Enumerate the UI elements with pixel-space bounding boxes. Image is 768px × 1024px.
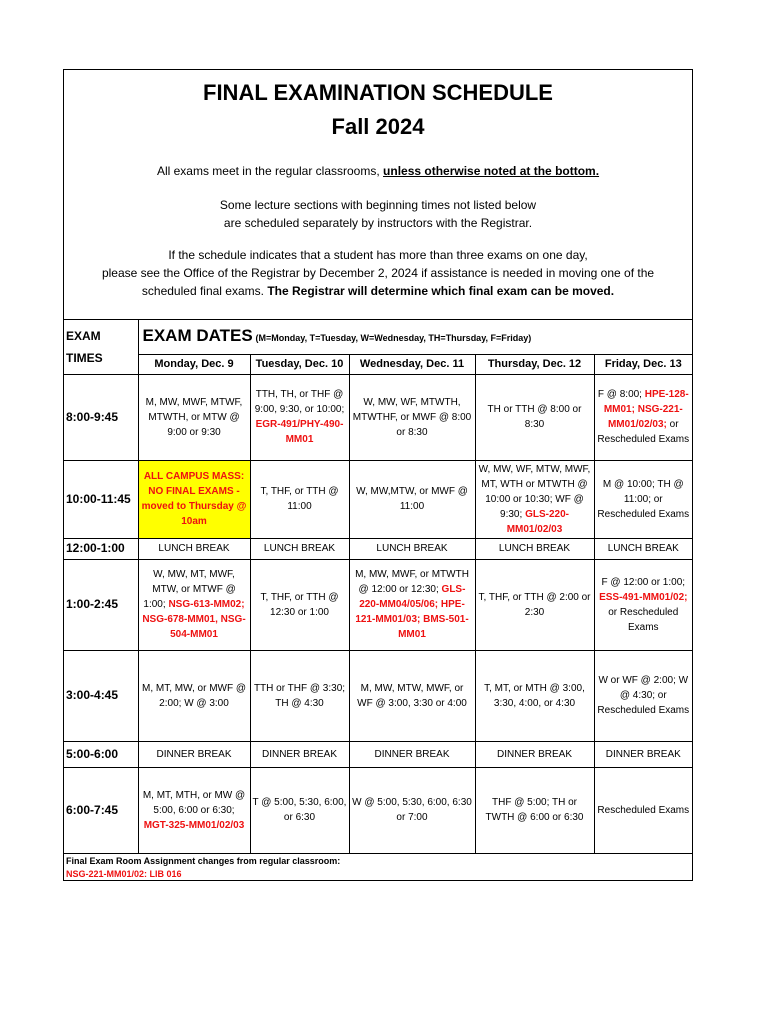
intro-line-1 xyxy=(64,162,692,180)
exam-cell: M, MW, MWF, MTWF, MTWTH, or MTW @ 9:00 or 9:30 xyxy=(138,374,250,460)
exam-cell-text: F @ 12:00 or 1:00; xyxy=(601,576,686,588)
page-subtitle: Fall 2024 xyxy=(331,114,425,139)
exam-dates-title: EXAM DATES xyxy=(142,325,253,345)
lunch-break: LUNCH BREAK xyxy=(349,538,475,559)
intro-line-3c-text: scheduled final exams. xyxy=(141,284,268,298)
exam-cell xyxy=(594,374,692,460)
exam-cell-text: TTH, TH, or THF @ 9:00, 9:30, or 10:00; xyxy=(254,389,345,415)
exam-dates-header xyxy=(138,320,692,354)
lunch-break: LUNCH BREAK xyxy=(250,538,349,559)
intro-line-3a: If the schedule indicates that a student has more than three exams on one day, xyxy=(168,248,588,262)
exam-cell-course: GLS-220-MM01/02/03 xyxy=(506,508,569,535)
exam-cell-course: ESS-491-MM01/02; xyxy=(599,591,688,603)
exam-cell: T, THF, or TTH @ 2:00 or 2:30 xyxy=(475,559,594,650)
day-header: Monday, Dec. 9 xyxy=(138,354,250,374)
schedule-header xyxy=(64,70,692,320)
exam-cell-text: F @ 8:00; xyxy=(597,389,642,400)
exam-cell: W, MW, WF, MTWTH, MTWTHF, or MWF @ 8:00 or 8:30 xyxy=(349,374,475,460)
exam-cell-course: GLS-220-MM04/05/06; HPE-121-MM01/03; BMS-501-MM01 xyxy=(355,584,469,640)
dinner-break: DINNER BREAK xyxy=(594,741,692,767)
exam-cell: W, MW,MTW, or MWF @ 11:00 xyxy=(349,460,475,538)
exam-cell xyxy=(475,460,594,538)
room-change-heading: Final Exam Room Assignment changes from regular classroom: xyxy=(66,856,341,866)
dinner-break: DINNER BREAK xyxy=(475,741,594,767)
exam-schedule-table xyxy=(64,320,692,854)
exam-cell: Rescheduled Exams xyxy=(594,767,692,853)
exam-cell: M, MT, MW, or MWF @ 2:00; W @ 3:00 xyxy=(138,650,250,741)
table-row xyxy=(64,460,692,538)
exam-cell: W @ 5:00, 5:30, 6:00, 6:30 or 7:00 xyxy=(349,767,475,853)
intro-text: All exams meet in the regular classrooms, xyxy=(156,164,384,178)
day-header-row xyxy=(64,354,692,374)
exam-cell-course: EGR-491/PHY-490-MM01 xyxy=(255,419,344,445)
exam-cell: M, MW, MTW, MWF, or WF @ 3:00, 3:30 or 4:00 xyxy=(349,650,475,741)
dinner-break: DINNER BREAK xyxy=(349,741,475,767)
table-row xyxy=(64,374,692,460)
exam-cell xyxy=(138,767,250,853)
registrar-note: The Registrar will determine which final exam can be moved. xyxy=(267,284,615,298)
exam-time: 3:00-4:45 xyxy=(64,650,138,741)
intro-line-2 xyxy=(64,196,692,232)
intro-line-3b: please see the Office of the Registrar by December 2, 2024 if assistance is needed in moving one of the xyxy=(101,266,655,280)
exam-time: 1:00-2:45 xyxy=(64,559,138,650)
intro-line-3 xyxy=(64,246,692,300)
exam-cell: TH or TTH @ 8:00 or 8:30 xyxy=(475,374,594,460)
lunch-break: LUNCH BREAK xyxy=(138,538,250,559)
exam-time: 8:00-9:45 xyxy=(64,374,138,460)
exam-times-label: EXAM TIMES xyxy=(64,320,138,374)
exam-time: 10:00-11:45 xyxy=(64,460,138,538)
room-change-item: NSG-221-MM01/02: LIB 016 xyxy=(66,869,182,879)
exam-time: 6:00-7:45 xyxy=(64,767,138,853)
exam-cell: T, MT, or MTH @ 3:00, 3:30, 4:00, or 4:30 xyxy=(475,650,594,741)
exam-cell-text: W, MW, WF, MTW, MWF, MT, WTH or MTWTH @ 10:00 or 10:30; WF @ 9:30; xyxy=(478,463,591,520)
intro-line-3c xyxy=(64,282,692,300)
intro-line-2a: Some lecture sections with beginning times not listed below xyxy=(219,198,537,212)
exam-time: 5:00-6:00 xyxy=(64,741,138,767)
exam-cell: T, THF, or TTH @ 11:00 xyxy=(250,460,349,538)
dinner-break: DINNER BREAK xyxy=(250,741,349,767)
exam-cell xyxy=(594,559,692,650)
exam-cell-text: M, MW, MWF, or MTWTH @ 12:00 or 12:30; xyxy=(355,569,469,595)
exam-cell: M @ 10:00; TH @ 11:00; or Rescheduled Exams xyxy=(594,460,692,538)
exam-time: 12:00-1:00 xyxy=(64,538,138,559)
exam-cell: W or WF @ 2:00; W @ 4:30; or Rescheduled Exams xyxy=(594,650,692,741)
exam-cell: THF @ 5:00; TH or TWTH @ 6:00 or 6:30 xyxy=(475,767,594,853)
table-row-lunch xyxy=(64,538,692,559)
day-header: Friday, Dec. 13 xyxy=(594,354,692,374)
exam-cell-text: M, MT, MTH, or MW @ 5:00, 6:00 or 6:30; xyxy=(142,789,246,816)
intro-emphasis: unless otherwise noted at the bottom. xyxy=(383,164,600,178)
campus-mass-notice: ALL CAMPUS MASS: NO FINAL EXAMS - moved to Thursday @ 10am xyxy=(138,460,250,538)
exam-dates-legend: (M=Monday, T=Tuesday, W=Wednesday, TH=Thursday, F=Friday) xyxy=(255,332,532,343)
exam-cell-course: NSG-613-MM02; NSG-678-MM01, NSG-504-MM01 xyxy=(142,599,246,640)
day-header: Tuesday, Dec. 10 xyxy=(250,354,349,374)
exam-cell: T @ 5:00, 5:30, 6:00, or 6:30 xyxy=(250,767,349,853)
exam-cell xyxy=(250,374,349,460)
dinner-break: DINNER BREAK xyxy=(138,741,250,767)
exam-cell-text: W, MW, MT, MWF, MTW, or MTWF @ 1:00; xyxy=(143,569,236,610)
table-header-row xyxy=(64,320,692,354)
day-header: Wednesday, Dec. 11 xyxy=(349,354,475,374)
day-header: Thursday, Dec. 12 xyxy=(475,354,594,374)
exam-cell: TTH or THF @ 3:30; TH @ 4:30 xyxy=(250,650,349,741)
intro-line-2b: are scheduled separately by instructors with the Registrar. xyxy=(223,216,533,230)
table-row xyxy=(64,767,692,853)
lunch-break: LUNCH BREAK xyxy=(475,538,594,559)
table-row xyxy=(64,559,692,650)
schedule-sheet xyxy=(63,69,693,881)
lunch-break: LUNCH BREAK xyxy=(594,538,692,559)
exam-cell-course: HPE-128-MM01; NSG-221-MM01/02/03; xyxy=(603,389,689,430)
room-change-notes xyxy=(64,855,694,881)
exam-cell-text: or Rescheduled Exams xyxy=(608,606,679,633)
exam-cell xyxy=(138,559,250,650)
exam-cell: T, THF, or TTH @ 12:30 or 1:00 xyxy=(250,559,349,650)
exam-cell xyxy=(349,559,475,650)
page-title: FINAL EXAMINATION SCHEDULE xyxy=(203,80,553,105)
table-row-dinner xyxy=(64,741,692,767)
table-row xyxy=(64,650,692,741)
exam-cell-course: MGT-325-MM01/02/03 xyxy=(143,819,245,831)
exam-cell-text: or Rescheduled Exams xyxy=(597,419,690,445)
